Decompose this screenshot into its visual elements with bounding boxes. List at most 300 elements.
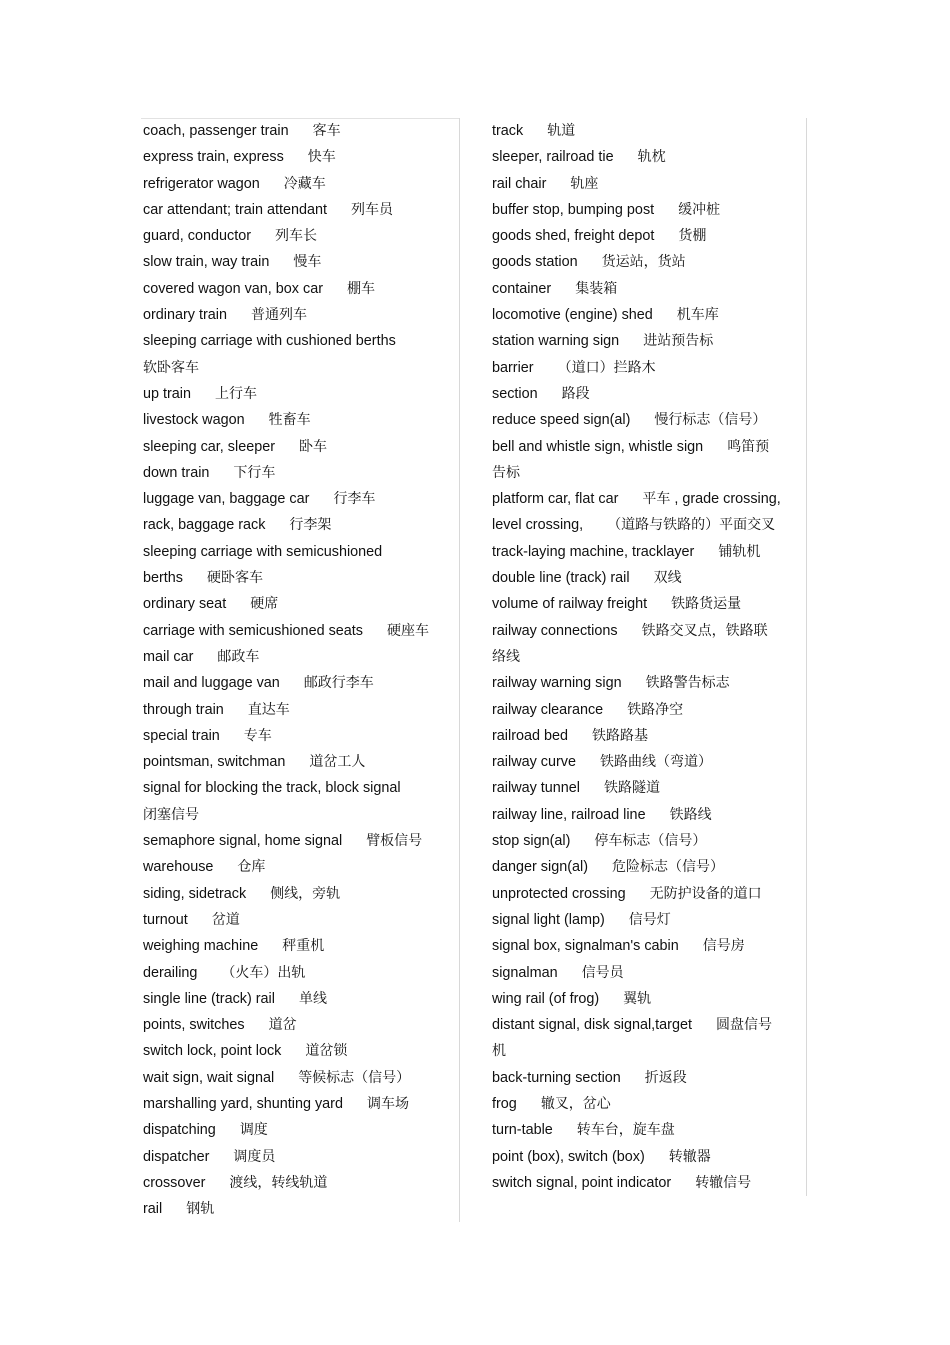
english-term: warehouse [143, 859, 214, 876]
glossary-line [492, 1170, 806, 1196]
english-term: dispatcher [143, 1148, 210, 1165]
english-term: slow train, way train [143, 254, 270, 271]
glossary-entry [143, 670, 459, 696]
chinese-term: 道岔 [268, 1017, 297, 1034]
glossary-line [492, 276, 806, 302]
english-term: goods shed, freight depot [492, 228, 655, 245]
glossary-line [492, 1012, 806, 1038]
chinese-term: 岔道 [211, 911, 240, 928]
glossary-line [143, 223, 459, 249]
glossary-line [492, 118, 806, 144]
chinese-term: 邮政行李车 [303, 675, 374, 692]
left-glossary-column [143, 118, 460, 1222]
glossary-entry [143, 460, 459, 486]
english-term: platform car, flat car [492, 491, 619, 508]
english-term: siding, sidetrack [143, 885, 247, 902]
glossary-entry [492, 986, 806, 1012]
chinese-term: 软卧客车 [143, 359, 199, 376]
english-term: unprotected crossing [492, 885, 626, 902]
glossary-line [492, 434, 806, 460]
glossary-line [492, 539, 806, 565]
glossary-line [143, 670, 459, 696]
glossary-line [143, 302, 459, 328]
glossary-entry [492, 1144, 806, 1170]
glossary-line [492, 749, 806, 775]
chinese-term: （道路与铁路的）平面交叉 [607, 517, 776, 534]
glossary-entry [143, 828, 459, 854]
glossary-line [492, 828, 806, 854]
glossary-entry [492, 854, 806, 880]
chinese-term: 信号房 [702, 938, 745, 955]
glossary-line [143, 1170, 459, 1196]
english-term: berths [143, 570, 183, 587]
chinese-term: 列车员 [351, 201, 394, 218]
glossary-line [143, 434, 459, 460]
english-term: crossover [143, 1174, 206, 1191]
chinese-term: 货运站，货站 [601, 254, 686, 271]
english-term: points, switches [143, 1017, 245, 1034]
glossary-line [492, 197, 806, 223]
chinese-term: 停车标志（信号） [594, 833, 707, 850]
english-term: point (box), switch (box) [492, 1148, 645, 1165]
chinese-term: 铁路货运量 [671, 596, 742, 613]
glossary-line [143, 854, 459, 880]
glossary-entry [143, 854, 459, 880]
english-term: turn-table [492, 1122, 553, 1139]
chinese-term: 信号员 [581, 964, 624, 981]
english-term: switch lock, point lock [143, 1043, 282, 1060]
glossary-entry [143, 644, 459, 670]
glossary-line [492, 723, 806, 749]
english-term: rail [143, 1201, 163, 1218]
chinese-term: 铁路净空 [627, 701, 684, 718]
chinese-term: 转辙信号 [695, 1174, 752, 1191]
glossary-entry [143, 328, 459, 381]
glossary-line [492, 355, 806, 381]
english-term: section [492, 385, 538, 402]
english-term: mail car [143, 648, 194, 665]
glossary-entry [492, 144, 806, 170]
glossary-entry [143, 171, 459, 197]
glossary-entry [143, 723, 459, 749]
english-term: sleeping carriage with cushioned berths [143, 333, 396, 350]
english-term: through train [143, 701, 224, 718]
glossary-entry [492, 197, 806, 223]
chinese-term: 翼轨 [623, 990, 652, 1007]
english-term: sleeping carriage with semicushioned [143, 543, 383, 560]
right-glossary-column [492, 118, 807, 1196]
english-term: luggage van, baggage car [143, 491, 310, 508]
glossary-line [492, 591, 806, 617]
glossary-line [143, 1144, 459, 1170]
glossary-line [143, 907, 459, 933]
glossary-entry [143, 618, 459, 644]
chinese-term: 铁路隧道 [604, 780, 660, 797]
english-term: up train [143, 385, 191, 402]
glossary-line [143, 1196, 459, 1222]
chinese-term: 单线 [298, 990, 327, 1007]
glossary-entry [143, 881, 459, 907]
english-term: semaphore signal, home signal [143, 833, 343, 850]
english-term: mail and luggage van [143, 675, 280, 692]
english-term: wait sign, wait signal [143, 1069, 275, 1086]
glossary-line [492, 775, 806, 801]
glossary-line [143, 802, 459, 828]
glossary-entry [143, 381, 459, 407]
glossary-line [143, 618, 459, 644]
chinese-term: 道岔锁 [305, 1043, 348, 1060]
glossary-entry [143, 302, 459, 328]
glossary-line [492, 460, 806, 486]
glossary-line [492, 907, 806, 933]
english-term: refrigerator wagon [143, 175, 260, 192]
glossary-line [143, 512, 459, 538]
glossary-entry [143, 434, 459, 460]
chinese-term: 快车 [307, 149, 336, 166]
glossary-entry [492, 670, 806, 696]
english-term: railroad bed [492, 727, 569, 744]
glossary-entry [492, 802, 806, 828]
glossary-line [143, 355, 459, 381]
chinese-term: 臂板信号 [366, 833, 423, 850]
glossary-line [143, 644, 459, 670]
chinese-term: 慢行标志（信号） [654, 412, 767, 429]
english-term: signal light (lamp) [492, 911, 605, 928]
chinese-term: 硬座车 [386, 622, 429, 639]
english-term-continued: , grade crossing, [674, 491, 781, 508]
glossary-line [143, 328, 459, 354]
english-term: track-laying machine, tracklayer [492, 543, 695, 560]
glossary-entry [143, 907, 459, 933]
glossary-entry [143, 1170, 459, 1196]
glossary-entry [143, 986, 459, 1012]
glossary-line [143, 1038, 459, 1064]
glossary-entry [492, 223, 806, 249]
glossary-entry [492, 328, 806, 354]
chinese-term: 货棚 [678, 228, 707, 245]
chinese-term: 进站预告标 [643, 333, 714, 350]
english-term: guard, conductor [143, 228, 252, 245]
english-term: coach, passenger train [143, 123, 289, 139]
chinese-term: 轨枕 [637, 149, 666, 166]
english-term: locomotive (engine) shed [492, 307, 653, 324]
english-term: pointsman, switchman [143, 754, 286, 771]
english-term: single line (track) rail [143, 990, 275, 1007]
glossary-entry [492, 118, 806, 144]
glossary-entry [492, 828, 806, 854]
glossary-line [492, 644, 806, 670]
chinese-term: 行李架 [289, 517, 332, 534]
chinese-term: 硬卧客车 [207, 570, 263, 587]
chinese-term: 邮政车 [217, 648, 260, 665]
glossary-entry [492, 591, 806, 617]
chinese-term: 无防护设备的道口 [649, 885, 762, 902]
glossary-line [492, 1038, 806, 1064]
glossary-entry [492, 249, 806, 275]
glossary-line [143, 407, 459, 433]
english-term: buffer stop, bumping post [492, 201, 655, 218]
chinese-term: 信号灯 [628, 911, 671, 928]
chinese-term: 圆盘信号 [715, 1017, 772, 1034]
chinese-term: 道岔工人 [309, 754, 366, 771]
glossary-entry [492, 1117, 806, 1143]
glossary-entry [492, 355, 806, 381]
glossary-entry [492, 434, 806, 487]
glossary-entry [143, 223, 459, 249]
chinese-term: 辙叉，岔心 [540, 1095, 611, 1112]
glossary-entry [492, 1091, 806, 1117]
chinese-term: （火车）出轨 [221, 964, 306, 981]
glossary-entry [492, 1065, 806, 1091]
english-term: turnout [143, 911, 188, 928]
glossary-entry [143, 1144, 459, 1170]
english-term: bell and whistle sign, whistle sign [492, 438, 704, 455]
chinese-term: 络线 [492, 648, 520, 665]
chinese-term: 秤重机 [282, 938, 325, 955]
glossary-line [492, 960, 806, 986]
english-term: dispatching [143, 1122, 216, 1139]
chinese-term: 转辙器 [668, 1148, 711, 1165]
chinese-term: 铁路交叉点，铁路联 [641, 622, 768, 639]
chinese-term: 仓库 [237, 859, 266, 876]
glossary-line [492, 802, 806, 828]
english-term: container [492, 280, 552, 297]
glossary-entry [143, 276, 459, 302]
english-term: goods station [492, 254, 578, 271]
chinese-term: 缓冲桩 [678, 201, 721, 218]
chinese-term: 专车 [243, 727, 272, 744]
english-term: back-turning section [492, 1069, 621, 1086]
glossary-line [492, 670, 806, 696]
glossary-line [143, 697, 459, 723]
chinese-term: 轨道 [547, 123, 576, 139]
glossary-entry [143, 512, 459, 538]
glossary-line [492, 486, 806, 512]
chinese-term: 调车场 [366, 1095, 409, 1112]
english-term: volume of railway freight [492, 596, 648, 613]
glossary-entry [143, 933, 459, 959]
chinese-term: 路段 [561, 385, 590, 402]
english-term: ordinary seat [143, 596, 227, 613]
english-term: express train, express [143, 149, 284, 166]
english-term: level crossing, [492, 517, 584, 534]
glossary-entry [492, 565, 806, 591]
english-term: down train [143, 464, 210, 481]
chinese-term: 慢车 [293, 254, 322, 271]
glossary-line [492, 933, 806, 959]
glossary-line [143, 986, 459, 1012]
chinese-term: 普通列车 [250, 307, 307, 324]
chinese-term: 硬席 [250, 596, 279, 613]
glossary-line [492, 1144, 806, 1170]
english-term: rail chair [492, 175, 547, 192]
chinese-term: 行李车 [333, 491, 376, 508]
english-term: livestock wagon [143, 412, 245, 429]
glossary-line [143, 486, 459, 512]
glossary-entry [492, 881, 806, 907]
chinese-term: （道口）拦路木 [557, 359, 656, 376]
chinese-term: 集装箱 [575, 280, 618, 297]
english-term: marshalling yard, shunting yard [143, 1095, 343, 1112]
glossary-entry [492, 1012, 806, 1065]
glossary-line [143, 749, 459, 775]
glossary-entry [492, 276, 806, 302]
glossary-line [143, 118, 459, 144]
english-term: railway warning sign [492, 675, 622, 692]
glossary-line [492, 1117, 806, 1143]
glossary-entry [492, 775, 806, 801]
glossary-entry [143, 1117, 459, 1143]
glossary-entry [143, 591, 459, 617]
glossary-line [492, 249, 806, 275]
english-term: ordinary train [143, 307, 227, 324]
glossary-entry [492, 618, 806, 671]
chinese-term: 渡线，转线轨道 [229, 1174, 328, 1191]
chinese-term: 轨座 [570, 175, 599, 192]
chinese-term: 列车长 [275, 228, 318, 245]
glossary-entry [143, 697, 459, 723]
chinese-term: 直达车 [247, 701, 290, 718]
english-term: carriage with semicushioned seats [143, 622, 363, 639]
glossary-line [492, 223, 806, 249]
glossary-line [143, 1091, 459, 1117]
english-term: signal box, signalman's cabin [492, 938, 679, 955]
english-term: car attendant; train attendant [143, 201, 328, 218]
glossary-entry [143, 144, 459, 170]
english-term: railway tunnel [492, 780, 580, 797]
glossary-line [143, 197, 459, 223]
chinese-term: 告标 [492, 464, 520, 481]
glossary-line [492, 565, 806, 591]
english-term: wing rail (of frog) [492, 990, 600, 1007]
english-term: railway clearance [492, 701, 604, 718]
chinese-term: 双线 [653, 570, 682, 587]
english-term: railway line, railroad line [492, 806, 646, 823]
glossary-line [143, 381, 459, 407]
glossary-entry [492, 749, 806, 775]
glossary-entry [143, 1091, 459, 1117]
glossary-line [492, 512, 806, 538]
glossary-line [143, 539, 459, 565]
chinese-term: 客车 [312, 123, 341, 139]
glossary-line [143, 591, 459, 617]
glossary-entry [143, 1196, 459, 1222]
glossary-line [492, 1091, 806, 1117]
glossary-entry [143, 486, 459, 512]
glossary-entry [143, 407, 459, 433]
chinese-term: 等候标志（信号） [298, 1069, 411, 1086]
glossary-line [143, 881, 459, 907]
glossary-entry [143, 1012, 459, 1038]
glossary-entry [143, 197, 459, 223]
english-term: stop sign(al) [492, 833, 571, 850]
glossary-entry [492, 539, 806, 565]
glossary-entry [143, 1038, 459, 1064]
chinese-term: 鸣笛预 [727, 438, 770, 455]
glossary-line [143, 171, 459, 197]
chinese-term: 闭塞信号 [143, 806, 199, 823]
chinese-term: 调度 [239, 1122, 268, 1139]
glossary-line [143, 144, 459, 170]
glossary-entry [492, 1170, 806, 1196]
glossary-entry [143, 775, 459, 828]
glossary-entry [143, 960, 459, 986]
english-term: derailing [143, 964, 198, 981]
glossary-line [492, 986, 806, 1012]
glossary-line [492, 328, 806, 354]
english-term: covered wagon van, box car [143, 280, 323, 297]
glossary-entry [492, 486, 806, 539]
chinese-term: 调度员 [233, 1148, 276, 1165]
glossary-line [492, 407, 806, 433]
glossary-line [492, 302, 806, 328]
english-term: railway curve [492, 754, 576, 771]
chinese-term: 钢轨 [186, 1201, 215, 1218]
glossary-line [492, 881, 806, 907]
glossary-line [143, 249, 459, 275]
glossary-line [143, 960, 459, 986]
glossary-line [143, 276, 459, 302]
glossary-entry [492, 723, 806, 749]
english-term: special train [143, 727, 220, 744]
chinese-term: 折返段 [644, 1069, 687, 1086]
glossary-entry [492, 960, 806, 986]
glossary-entry [143, 249, 459, 275]
chinese-term: 侧线，旁轨 [270, 885, 341, 902]
glossary-line [143, 1065, 459, 1091]
glossary-line [143, 775, 459, 801]
glossary-entry [492, 381, 806, 407]
english-term: barrier [492, 359, 534, 376]
chinese-term: 机车库 [676, 307, 719, 324]
chinese-term: 棚车 [347, 280, 375, 297]
english-term: danger sign(al) [492, 859, 588, 876]
chinese-term: 铁路警告标志 [645, 675, 730, 692]
glossary-line [143, 1117, 459, 1143]
chinese-term: 铺轨机 [718, 543, 761, 560]
english-term: sleeper, railroad tie [492, 149, 614, 166]
glossary-entry [143, 118, 459, 144]
glossary-line [492, 144, 806, 170]
chinese-term: 上行车 [215, 385, 257, 402]
english-term: track [492, 123, 524, 139]
glossary-line [492, 171, 806, 197]
glossary-entry [492, 302, 806, 328]
glossary-line [143, 1012, 459, 1038]
glossary-line [143, 460, 459, 486]
english-term: double line (track) rail [492, 570, 630, 587]
english-term: switch signal, point indicator [492, 1174, 672, 1191]
chinese-term: 铁路线 [669, 806, 712, 823]
glossary-entry [492, 907, 806, 933]
glossary-line [143, 933, 459, 959]
glossary-entry [143, 539, 459, 592]
chinese-term: 平车 [642, 491, 671, 508]
english-term: signal for blocking the track, block signal [143, 780, 401, 797]
english-term: frog [492, 1095, 517, 1112]
chinese-term: 铁路路基 [592, 727, 649, 744]
glossary-line [492, 618, 806, 644]
glossary-line [492, 854, 806, 880]
glossary-entry [143, 749, 459, 775]
glossary-entry [492, 171, 806, 197]
chinese-term: 转车台，旋车盘 [576, 1122, 675, 1139]
glossary-line [143, 828, 459, 854]
english-term: station warning sign [492, 333, 620, 350]
english-term: reduce speed sign(al) [492, 412, 631, 429]
glossary-entry [492, 407, 806, 433]
glossary-entry [492, 933, 806, 959]
